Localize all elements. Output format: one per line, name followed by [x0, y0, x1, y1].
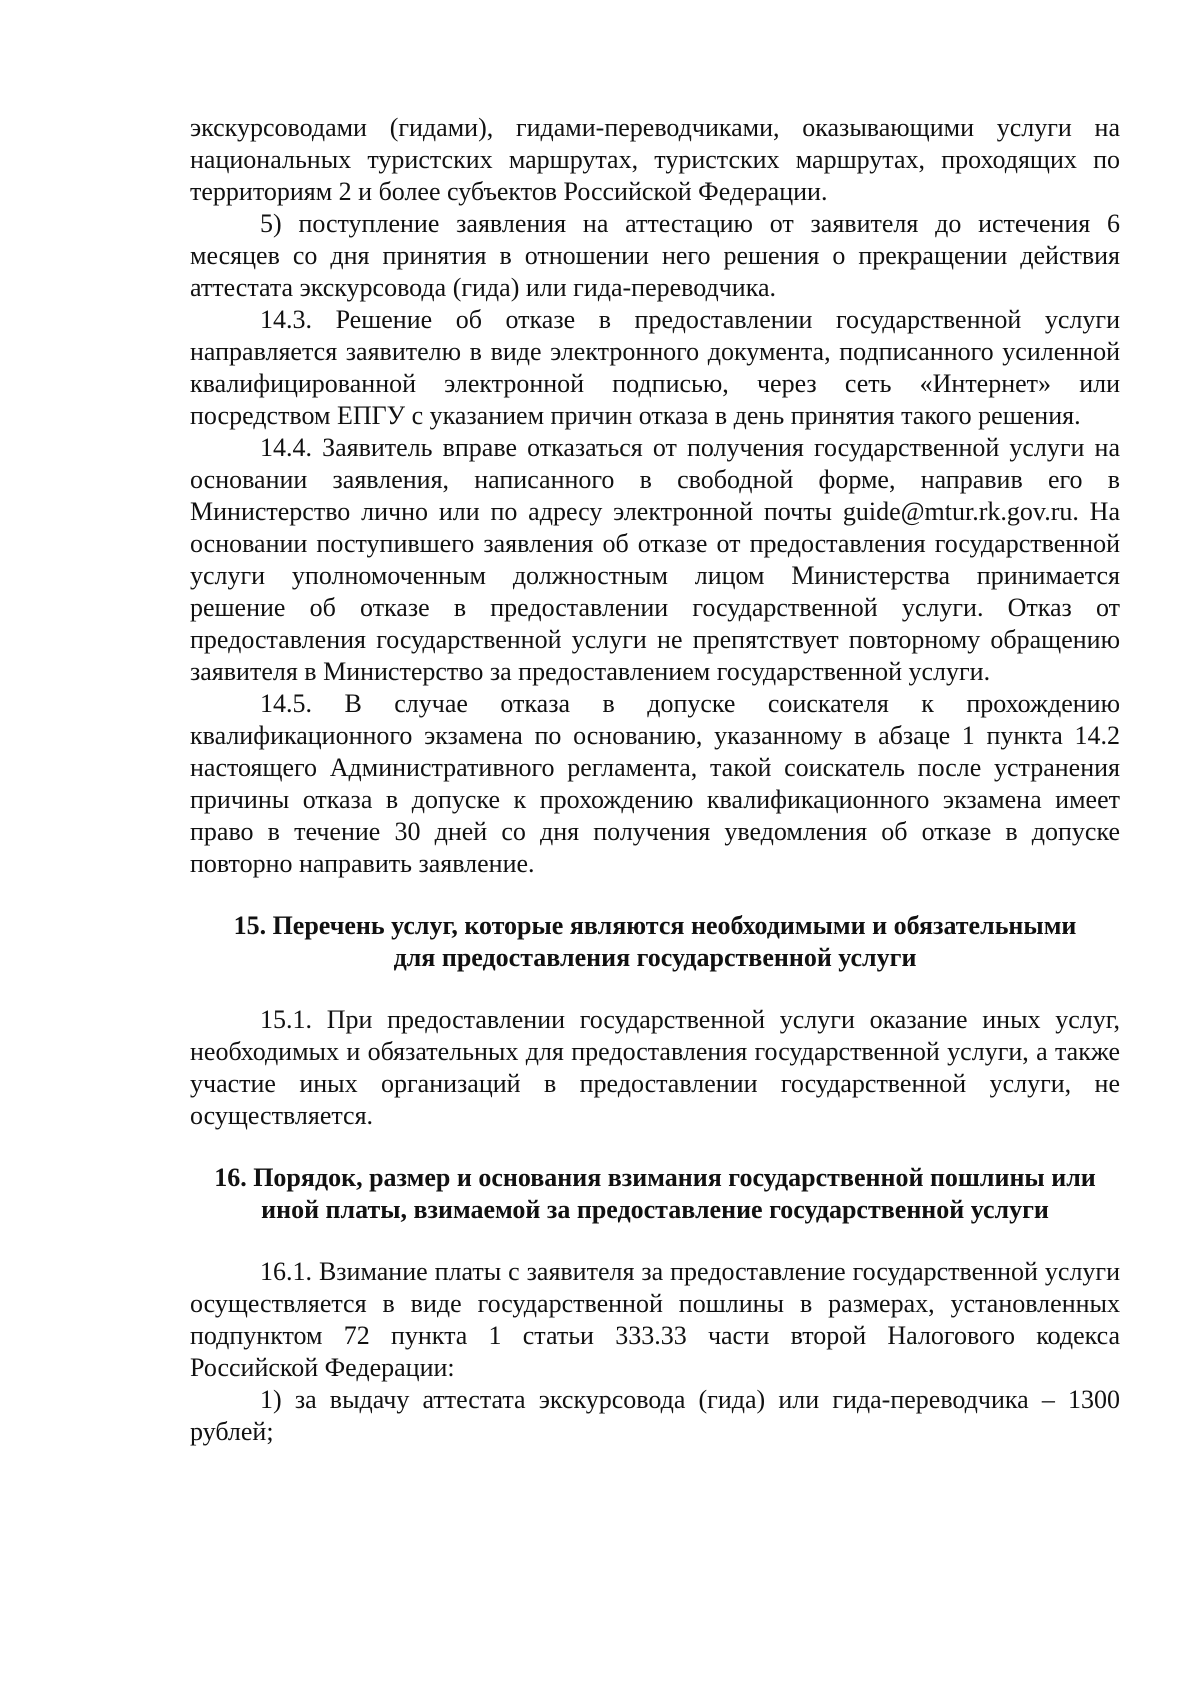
spacer — [190, 974, 1120, 1004]
paragraph-14-5: 14.5. В случае отказа в допуске соискателя к прохождению квалификационного экзамена по основанию, указанному в абзаце 1 пункта 14.2 настоящего Административного регламента, такой соискатель после устранения причины отказа в допуске к прохождению квалификационного экзамена имеет право в течение 30 дней со дня получения уведомления об отказе в допуске повторно направить заявление. — [190, 689, 1120, 878]
paragraph-15-1: 15.1. При предоставлении государственной услуги оказание иных услуг, необходимых и обязательных для предоставления государственной услуги, а также участие иных организаций в предоставлении государственной услуги, не осуществляется. — [190, 1005, 1120, 1130]
paragraph-16-1-item-1: 1) за выдачу аттестата экскурсовода (гида) или гида-переводчика – 1300 рублей; — [190, 1385, 1120, 1446]
paragraph-item-5: 5) поступление заявления на аттестацию от заявителя до истечения 6 месяцев со дня принятия в отношении него решения о прекращении действия аттестата экскурсовода (гида) или гида-переводчика. — [190, 209, 1120, 302]
paragraph-continuation: экскурсоводами (гидами), гидами-переводчиками, оказывающими услуги на национальных туристских маршрутах, туристских маршрутах, проходящих по территориям 2 и более субъектов Российской Федерации. — [190, 113, 1120, 206]
section-heading-16: 16. Порядок, размер и основания взимания государственной пошлины или иной платы, взимаемой за предоставление государственной услуги — [214, 1163, 1096, 1224]
spacer — [190, 1132, 1120, 1162]
paragraph-14-3: 14.3. Решение об отказе в предоставлении государственной услуги направляется заявителю в виде электронного документа, подписанного усиленной квалифицированной электронной подписью, через сеть «Интернет» или посредством ЕПГУ с указанием причин отказа в день принятия такого решения. — [190, 305, 1120, 430]
spacer — [190, 880, 1120, 910]
spacer — [190, 1226, 1120, 1256]
paragraph-16-1: 16.1. Взимание платы с заявителя за предоставление государственной услуги осуществляется в виде государственной пошлины в размерах, установленных подпунктом 72 пункта 1 статьи 333.33 части второй Налогового кодекса Российской Федерации: — [190, 1257, 1120, 1382]
document-page — [190, 112, 1120, 1448]
section-heading-15: 15. Перечень услуг, которые являются необходимыми и обязательными для предоставления государственной услуги — [233, 911, 1077, 972]
paragraph-14-4: 14.4. Заявитель вправе отказаться от получения государственной услуги на основании заявления, написанного в свободной форме, направив его в Министерство лично или по адресу электронной почты guide@mtur.rk.gov.ru. На основании поступившего заявления об отказе от предоставления государственной услуги уполномоченным должностным лицом Министерства принимается решение об отказе в предоставлении государственной услуги. Отказ от предоставления государственной услуги не препятствует повторному обращению заявителя в Министерство за предоставлением государственной услуги. — [190, 433, 1120, 686]
